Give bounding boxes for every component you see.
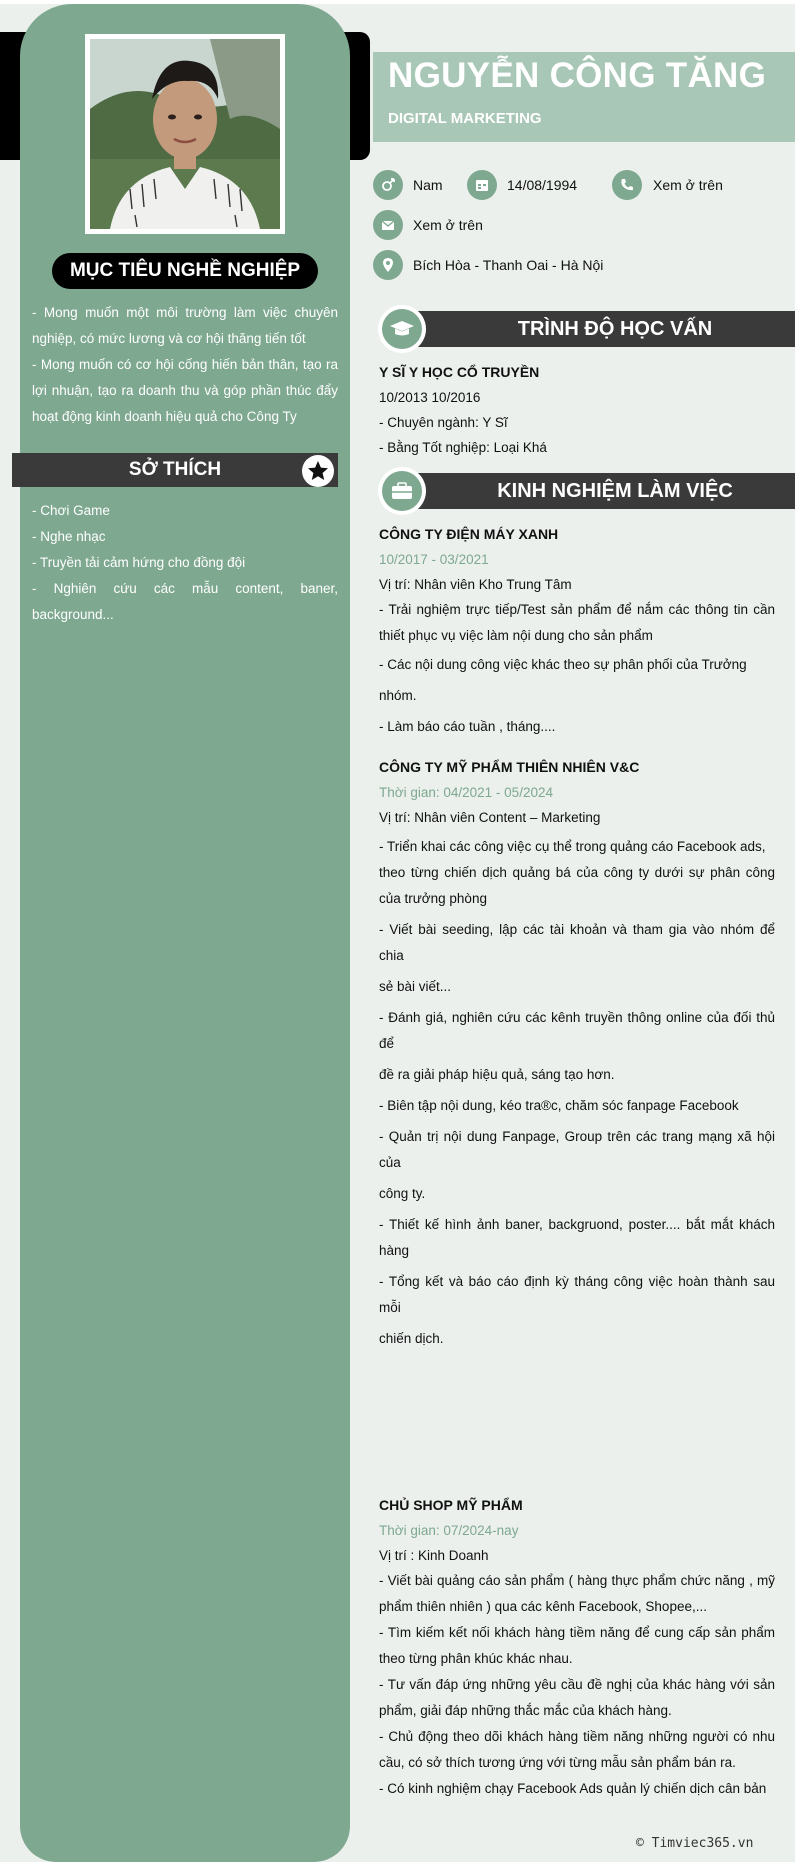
gender-value: Nam <box>413 177 443 193</box>
job-duty: - Đánh giá, nghiên cứu các kênh truyền thông online của đối thủ để <box>379 1010 775 1051</box>
job-period: Thời gian: 07/2024-nay <box>379 1523 519 1538</box>
objective-title: MỤC TIÊU NGHỀ NGHIỆP <box>52 253 318 289</box>
star-icon <box>302 455 334 487</box>
email-value: Xem ở trên <box>413 217 483 233</box>
birthday-value: 14/08/1994 <box>507 177 578 193</box>
job-duty: - Chủ động theo dõi khách hàng tiềm năng những người có nhu cầu, có sở thích tương ứng với từng mẫu sản phẩm bán ra. <box>379 1729 775 1770</box>
job-duty: - Biên tập nội dung, kéo tra®c, chăm sóc fanpage Facebook <box>379 1098 739 1113</box>
objective-line-1: - Mong muốn một môi trường làm việc chuyên nghiệp, có mức lương và cơ hội thăng tiến tốt <box>32 305 338 346</box>
briefcase-icon <box>378 467 426 515</box>
location-icon <box>373 250 403 280</box>
hobby-item: - Chơi Game <box>32 503 110 518</box>
hobbies-title: SỞ THÍCH <box>12 453 338 487</box>
objective-paragraphs <box>32 300 338 430</box>
experience-title: KINH NGHIỆM LÀM VIỆC <box>405 473 795 509</box>
job-period: Thời gian: 04/2021 - 05/2024 <box>379 785 553 800</box>
education-title: TRÌNH ĐỘ HỌC VẤN <box>405 311 795 347</box>
job-company: CÔNG TY ĐIỆN MÁY XANH <box>379 526 559 542</box>
candidate-name: NGUYỄN CÔNG TĂNG <box>388 56 767 95</box>
hobby-item: - Truyền tải cảm hứng cho đồng đội <box>32 555 246 570</box>
job-duty: - Trải nghiệm trực tiếp/Test sản phẩm để nắm các thông tin cần thiết phục vụ việc làm nội dung cho sản phẩm <box>379 602 775 643</box>
education-major: - Chuyên ngành: Y Sĩ <box>379 415 508 430</box>
job-role: Vị trí : Kinh Doanh <box>379 1548 489 1563</box>
job-duty: - Tổng kết và báo cáo định kỳ tháng công việc hoàn thành sau mỗi <box>379 1274 775 1315</box>
hobby-item: - Nghe nhạc <box>32 529 106 544</box>
job-duty: - Viết bài seeding, lập các tài khoản và tham gia vào nhóm để chia <box>379 922 775 963</box>
job-duty: - Có kinh nghiệm chạy Facebook Ads quản lý chiến dịch cân bản <box>379 1781 767 1796</box>
job-duty: - Viết bài quảng cáo sản phẩm ( hàng thực phẩm chức năng , mỹ phẩm thiên nhiên ) qua các kênh Facebook, Shopee,... <box>379 1573 775 1614</box>
job-3 <box>379 1493 775 1802</box>
job-company: CÔNG TY MỸ PHẨM THIÊN NHIÊN V&C <box>379 759 640 775</box>
education-period: 10/2013 10/2016 <box>379 390 481 405</box>
job-company: CHỦ SHOP MỸ PHẨM <box>379 1497 523 1513</box>
email-icon <box>373 210 403 240</box>
job-duty: - Quản trị nội dung Fanpage, Group trên các trang mạng xã hội của <box>379 1129 775 1170</box>
education-block <box>379 360 775 460</box>
job-duty: - Các nội dung công việc khác theo sự phân phối của Trưởng nhóm. <box>379 657 747 703</box>
job-period: 10/2017 - 03/2021 <box>379 552 489 567</box>
address-value: Bích Hòa - Thanh Oai - Hà Nội <box>413 257 604 273</box>
job-2 <box>379 755 775 1352</box>
job-duty: chiến dịch. <box>379 1331 444 1346</box>
job-duty: - Làm báo cáo tuần , tháng.... <box>379 719 556 734</box>
job-duty: đề ra giải pháp hiệu quả, sáng tạo hơn. <box>379 1067 615 1082</box>
candidate-position: DIGITAL MARKETING <box>388 110 542 127</box>
job-duty: theo từng chiến dịch quảng bá của công ty dưới sự phân công của trưởng phòng <box>379 865 775 906</box>
job-role: Vị trí: Nhân viên Content – Marketing <box>379 810 601 825</box>
avatar <box>85 34 285 234</box>
job-duty: sẻ bài viết... <box>379 979 452 994</box>
gender-icon <box>373 170 403 200</box>
job-duty: công ty. <box>379 1186 426 1201</box>
job-duty: - Tư vấn đáp ứng những yêu cầu đề nghị của khác hàng với sản phẩm, giải đáp những thắc mắc của khách hàng. <box>379 1677 775 1718</box>
graduation-cap-icon <box>378 305 426 353</box>
calendar-icon <box>467 170 497 200</box>
education-degree: - Bằng Tốt nghiệp: Loại Khá <box>379 440 547 455</box>
hobby-item: - Nghiên cứu các mẫu content, baner, background... <box>32 581 338 622</box>
job-1 <box>379 522 775 742</box>
objective-line-2: - Mong muốn có cơ hội cống hiến bản thân, tạo ra lợi nhuận, tạo ra doanh thu và góp phần thúc đẩy hoạt động kinh doanh hiệu quả cho Công Ty <box>32 357 338 424</box>
education-school: Y SĨ Y HỌC CỔ TRUYỀN <box>379 364 540 380</box>
hobbies-list <box>32 498 338 628</box>
job-duty: - Triển khai các công việc cụ thể trong quảng cáo Facebook ads, <box>379 839 766 854</box>
portrait-photo <box>90 39 280 229</box>
job-role: Vị trí: Nhân viên Kho Trung Tâm <box>379 577 572 592</box>
job-duty: - Thiết kế hình ảnh baner, backgruond, poster.... bắt mắt khách hàng <box>379 1217 775 1258</box>
job-duty: - Tìm kiếm kết nối khách hàng tiềm năng để cung cấp sản phẩm theo từng phân khúc khác nhau. <box>379 1625 775 1666</box>
footer-watermark: © Timviec365.vn <box>636 1836 754 1851</box>
phone-value: Xem ở trên <box>653 177 723 193</box>
phone-icon <box>612 170 642 200</box>
